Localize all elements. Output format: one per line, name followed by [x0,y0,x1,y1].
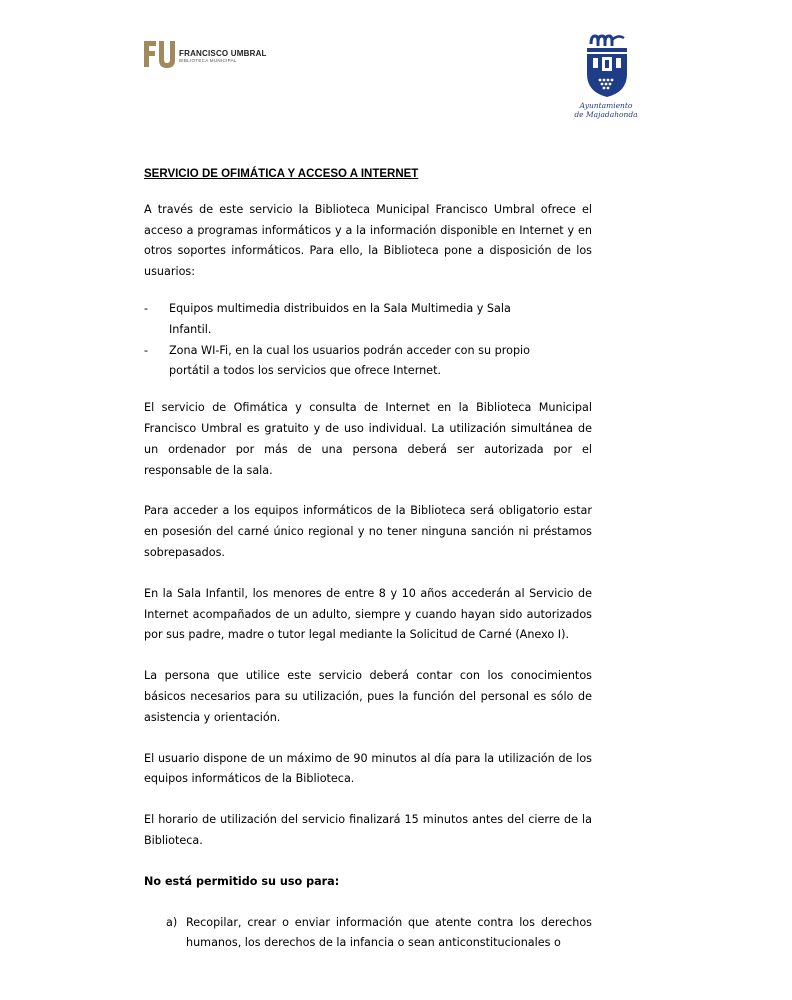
ayuntamiento-line1: Ayuntamiento [579,101,633,110]
bullet-item: - Equipos multimedia distribuidos en la Sala Multimedia y Sala Infantil. [144,301,511,336]
paragraph-time-limit: El usuario dispone de un máximo de 90 minutos al día para la utilización de los equipos informáticos de la Biblioteca. [144,751,592,786]
ayuntamiento-line2: de Majadahonda [574,110,638,119]
fu-logo-icon [143,40,175,68]
paragraph-schedule: El horario de utilización del servicio finalizará 15 minutos antes del cierre de la Biblioteca. [144,813,592,847]
prohibited-heading: No está permitido su uso para: [144,874,340,888]
prohibited-item: a) Recopilar, crear o enviar información que atente contra los derechos humanos, los derechos de la infancia o sean anticonstitucionales o [166,915,592,950]
coat-of-arms-icon [584,32,630,98]
library-name: FRANCISCO UMBRAL [179,49,267,58]
paragraph-children: En la Sala Infantil, los menores de entre 8 y 10 años accederán al Servicio de Internet acompañados de un adulto, siempre y cuando hayan sido autorizados por sus padre, madre o tutor legal mediante la Solicitud de Carné (Anexo I). [144,586,592,642]
paragraph-usage: El servicio de Ofimática y consulta de Internet en la Biblioteca Municipal Francisco Umbral es gratuito y de uso individual. La utilización simultánea de un ordenador por más de una persona deberá ser autorizada por el responsable de la sala. [144,401,592,477]
francisco-umbral-logo [143,40,267,70]
paragraph-access: Para acceder a los equipos informáticos de la Biblioteca será obligatorio estar en posesión del carné único regional y no tener ninguna sanción ni préstamos sobrepasados. [144,504,592,559]
intro-paragraph: A través de este servicio la Biblioteca Municipal Francisco Umbral ofrece el acceso a programas informáticos y a la información disponible en Internet y en otros soportes informáticos. Para ello, la Biblioteca pone a disposición de los usuarios: [144,202,592,279]
bullet-item: - Zona WI-Fi, en la cual los usuarios podrán acceder con su propio portátil a todos los servicios que ofrece Internet. [144,343,531,378]
ayuntamiento-logo [570,32,642,122]
document-title: SERVICIO DE OFIMÁTICA Y ACCESO A INTERNET [144,168,419,180]
document-body [144,164,592,954]
library-subtitle: BIBLIOTECA MUNICIPAL [179,58,237,63]
paragraph-knowledge: La persona que utilice este servicio deberá contar con los conocimientos básicos necesarios para su utilización, pues la función del personal es sólo de asistencia y orientación. [144,669,592,724]
